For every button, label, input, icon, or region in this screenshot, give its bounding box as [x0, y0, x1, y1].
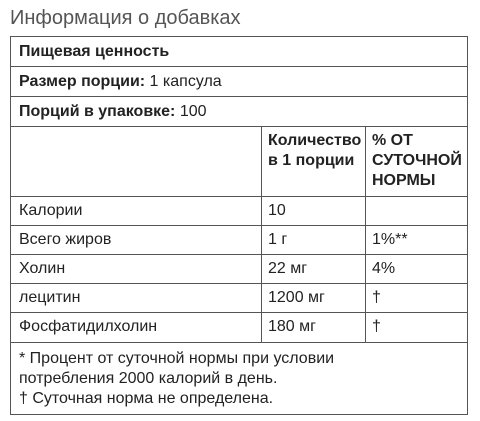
nutrient-name: Калории — [19, 202, 83, 219]
table-row — [11, 313, 467, 343]
nutrient-daily-value: 1%** — [365, 226, 467, 254]
table-row — [11, 197, 467, 226]
servings-label: Порций в упаковке: — [19, 103, 176, 120]
header-daily-value: % ОТ СУТОЧНОЙ НОРМЫ — [365, 127, 467, 196]
table-row — [11, 226, 467, 255]
header-nutrient — [11, 127, 261, 196]
servings-per-container-row — [11, 97, 467, 127]
panel-heading: Пищевая ценность — [19, 43, 170, 60]
header-amount: Количество в 1 порции — [261, 127, 365, 196]
footnote-line: * Процент от суточной нормы при условии — [19, 350, 335, 367]
table-header-row — [11, 127, 467, 197]
serving-size-label: Размер порции: — [19, 73, 146, 90]
serving-size-value: 1 капсула — [145, 73, 222, 90]
table-row — [11, 284, 467, 313]
panel-heading-row — [11, 37, 467, 67]
nutrient-name: Фосфатидилхолин — [19, 318, 158, 335]
nutrient-name: Холин — [19, 260, 66, 277]
nutrition-facts-panel — [10, 36, 468, 415]
nutrient-amount: 10 — [261, 197, 365, 225]
page-title: Информация о добавках — [10, 7, 241, 29]
footnotes — [19, 349, 459, 409]
servings-value: 100 — [175, 103, 207, 120]
nutrient-amount: 180 мг — [261, 313, 365, 342]
nutrient-name: лецитин — [19, 289, 81, 306]
nutrient-amount: 1 г — [261, 226, 365, 254]
footnote-line: потребления 2000 калорий в день. — [19, 370, 278, 387]
nutrient-daily-value: † — [365, 313, 467, 342]
footnote-line: † Суточная норма не определена. — [19, 390, 274, 407]
serving-size-row — [11, 67, 467, 97]
nutrient-amount: 22 мг — [261, 255, 365, 283]
nutrient-name: Всего жиров — [19, 231, 112, 248]
nutrient-daily-value: † — [365, 284, 467, 312]
nutrient-daily-value — [365, 197, 467, 225]
table-row — [11, 255, 467, 284]
nutrient-daily-value: 4% — [365, 255, 467, 283]
nutrient-amount: 1200 мг — [261, 284, 365, 312]
